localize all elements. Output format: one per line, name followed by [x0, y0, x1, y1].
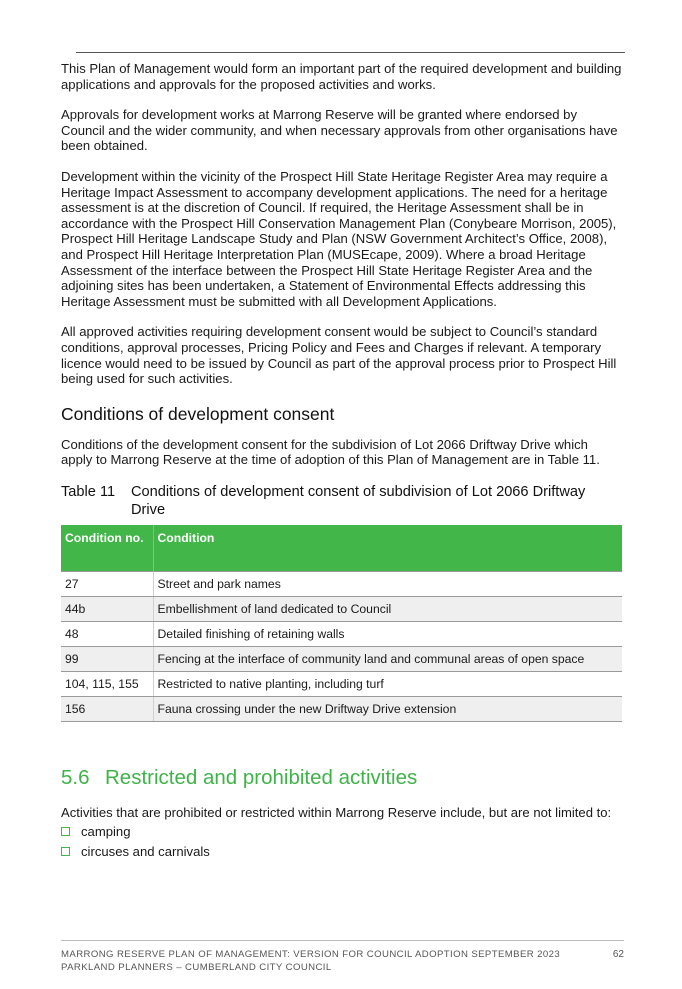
table-caption-number: Table 11 — [61, 483, 116, 500]
condition-number: 104, 115, 155 — [61, 672, 153, 697]
table-row — [61, 697, 622, 722]
table-row — [61, 672, 622, 697]
footer-organisation: PARKLAND PLANNERS – CUMBERLAND CITY COUNCIL — [61, 962, 332, 973]
paragraph: This Plan of Management would form an important part of the required development and building applications and approvals for the proposed activities and works. — [61, 61, 622, 92]
paragraph: All approved activities requiring development consent would be subject to Council’s standard conditions, approval processes, Pricing Policy and Fees and Charges if relevant. A temporary licence would need to be issued by Council as part of the approval process prior to Prospect Hill being used for such activities. — [61, 324, 617, 387]
table-caption — [61, 483, 622, 519]
paragraph: Approvals for development works at Marrong Reserve will be granted where endorsed by Council and the wider community, and when necessary approvals from other organisations have been obtained. — [61, 107, 618, 154]
condition-number: 156 — [61, 697, 153, 722]
condition-number: 48 — [61, 622, 153, 647]
section-title: Restricted and prohibited activities — [105, 766, 418, 790]
condition-text: Restricted to native planting, including turf — [153, 672, 622, 697]
activity-list — [61, 822, 622, 862]
header-condition-no: Condition no. — [61, 525, 153, 572]
list-item-text: camping — [81, 823, 131, 839]
conditions-heading: Conditions of development consent — [61, 403, 335, 424]
conditions-intro: Conditions of the development consent for the subdivision of Lot 2066 Driftway Drive which apply to Marrong Reserve at the time of adoption of this Plan of Management are in Table 11. — [61, 436, 600, 468]
list-item — [61, 822, 622, 842]
section-heading — [61, 766, 622, 790]
table-row — [61, 572, 622, 597]
condition-number: 99 — [61, 647, 153, 672]
condition-number: 44b — [61, 597, 153, 622]
page-content — [61, 61, 622, 862]
condition-text: Detailed finishing of retaining walls — [153, 622, 622, 647]
table-row — [61, 647, 622, 672]
condition-text: Fauna crossing under the new Driftway Drive extension — [153, 697, 622, 722]
condition-text: Embellishment of land dedicated to Council — [153, 597, 622, 622]
condition-number: 27 — [61, 572, 153, 597]
page-number: 62 — [612, 949, 624, 960]
list-item — [61, 842, 622, 862]
header-rule — [76, 52, 625, 53]
table-row — [61, 622, 622, 647]
paragraph: Development within the vicinity of the Prospect Hill State Heritage Register Area may require a Heritage Impact Assessment to accompany development applications. The need for a heritage assessment is at the discretion of Council. If required, the Heritage Assessment shall be in accordance with the Prospect Hill Conservation Management Plan (Conybeare Morrison, 2005), Prospect Hill Heritage Landscape Study and Plan (NSW Government Architect’s Office, 2008), and Prospect Hill Heritage Interpretation Plan (MUSEcape, 2009). Where a broad Heritage Assessment of the interface between the Prospect Hill State Heritage Register Area and the adjoining sites has been undertaken, a Statement of Environmental Effects addressing this Heritage Assessment must be submitted with all Development Applications. — [61, 168, 617, 309]
footer-document-title: MARRONG RESERVE PLAN OF MANAGEMENT: VERSION FOR COUNCIL ADOPTION SEPTEMBER 2023 — [61, 949, 561, 960]
condition-text: Fencing at the interface of community land and communal areas of open space — [153, 647, 622, 672]
checkbox-square-icon — [61, 847, 70, 856]
condition-text: Street and park names — [153, 572, 622, 597]
header-condition: Condition — [153, 525, 622, 572]
list-item-text: circuses and carnivals — [81, 843, 210, 859]
section-intro: Activities that are prohibited or restricted within Marrong Reserve include, but are not limited to: — [61, 805, 612, 821]
page-footer — [61, 940, 624, 974]
conditions-table — [61, 525, 622, 723]
table-row — [61, 597, 622, 622]
section-number: 5.6 — [61, 766, 90, 790]
table-caption-title: Conditions of development consent of subdivision of Lot 2066 Driftway Drive — [131, 483, 586, 518]
checkbox-square-icon — [61, 827, 70, 836]
table-header-row — [61, 525, 622, 572]
